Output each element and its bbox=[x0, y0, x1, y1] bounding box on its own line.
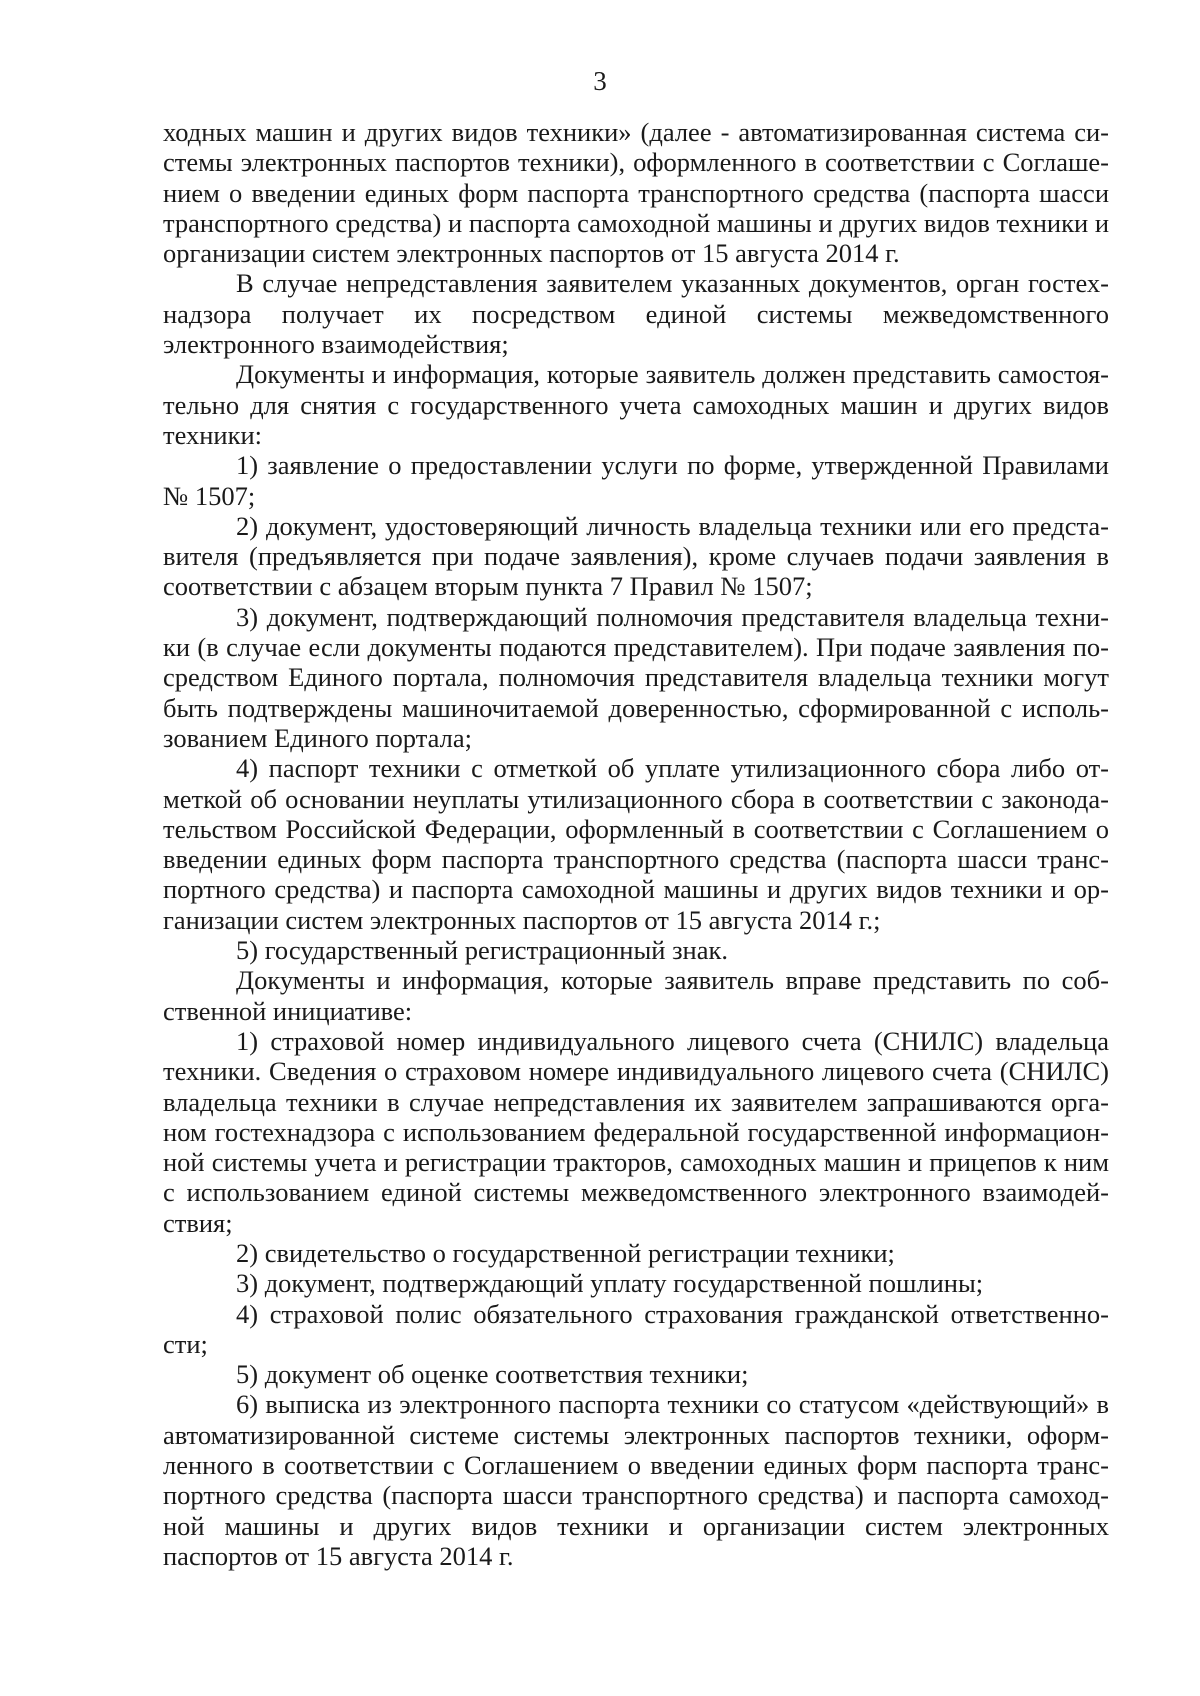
list-item-optional-6: 6) выписка из электронного паспорта техники со статусом «действующий» в автоматизированной системе системы электронных паспортов техники, оформленного в соответствии с Соглашением о введении единых форм паспорта транспортного средства (паспорта шасси транспортного средства) и паспорта самоходной машины и других видов техники и организации систем электронных паспортов от 15 августа 2014 г. bbox=[163, 1389, 1109, 1571]
list-item-required-5: 5) государственный регистрационный знак. bbox=[236, 935, 728, 966]
list-item-required-1: 1) заявление о предоставлении услуги по форме, утвержденной Правилами № 1507; bbox=[163, 450, 1109, 511]
document-body bbox=[163, 117, 1109, 1571]
list-item-optional-3: 3) документ, подтверждающий уплату государственной пошлины; bbox=[236, 1268, 984, 1299]
paragraph-no-documents-case: В случае непредставления заявителем указанных документов, орган гостехнадзора получает их посредством единой системы межведомственного электронного взаимодействия; bbox=[163, 268, 1109, 360]
list-item-optional-1: 1) страховой номер индивидуального лицевого счета (СНИЛС) владельца техники. Сведения о страховом номере индивидуального лицевого счета (СНИЛС) владельца техники в случае непредставления их заявителем запрашиваются органом гостехнадзора с использованием федеральной государственной информационной системы учета и регистрации тракторов, самоходных машин и прицепов к ним с использованием единой системы межведомственного электронного взаимодействия; bbox=[163, 1025, 1109, 1238]
page-number: 3 bbox=[593, 66, 607, 96]
list-item-required-3: 3) документ, подтверждающий полномочия представителя владельца техники (в случае если документы подаются представителем). При подаче заявления посредством Единого портала, полномочия представителя владельца техники могут быть подтверждены машиночитаемой доверенностью, сформированной с использованием Единого портала; bbox=[163, 601, 1109, 753]
list-item-optional-4: 4) страховой полис обязательного страхования гражданской ответственности; bbox=[163, 1298, 1109, 1359]
list-item-optional-2: 2) свидетельство о государственной регистрации техники; bbox=[236, 1237, 895, 1268]
list-item-required-4: 4) паспорт техники с отметкой об уплате утилизационного сбора либо отметкой об основании неуплаты утилизационного сбора в соответствии с законодательством Российской Федерации, оформленный в соответствии с Соглашением о введении единых форм паспорта транспортного средства (паспорта шасси транспортного средства) и паспорта самоходной машины и других видов техники и организации систем электронных паспортов от 15 августа 2014 г.; bbox=[163, 753, 1109, 935]
paragraph-optional-documents-heading: Документы и информация, которые заявитель вправе представить по собственной инициативе: bbox=[163, 965, 1109, 1026]
paragraph-continuation: ходных машин и других видов техники» (далее - автоматизированная система системы электронных паспортов техники), оформленного в соответствии с Соглашением о введении единых форм паспорта транспортного средства (паспорта шасси транспортного средства) и паспорта самоходной машины и других видов техники и организации систем электронных паспортов от 15 августа 2014 г. bbox=[163, 117, 1109, 269]
list-item-optional-5: 5) документ об оценке соответствия техники; bbox=[236, 1359, 749, 1390]
paragraph-required-documents-heading: Документы и информация, которые заявитель должен представить самостоятельно для снятия с государственного учета самоходных машин и других видов техники: bbox=[163, 359, 1109, 450]
list-item-required-2: 2) документ, удостоверяющий личность владельца техники или его представителя (предъявляется при подаче заявления), кроме случаев подачи заявления в соответствии с абзацем вторым пункта 7 Правил № 1507; bbox=[163, 510, 1109, 602]
